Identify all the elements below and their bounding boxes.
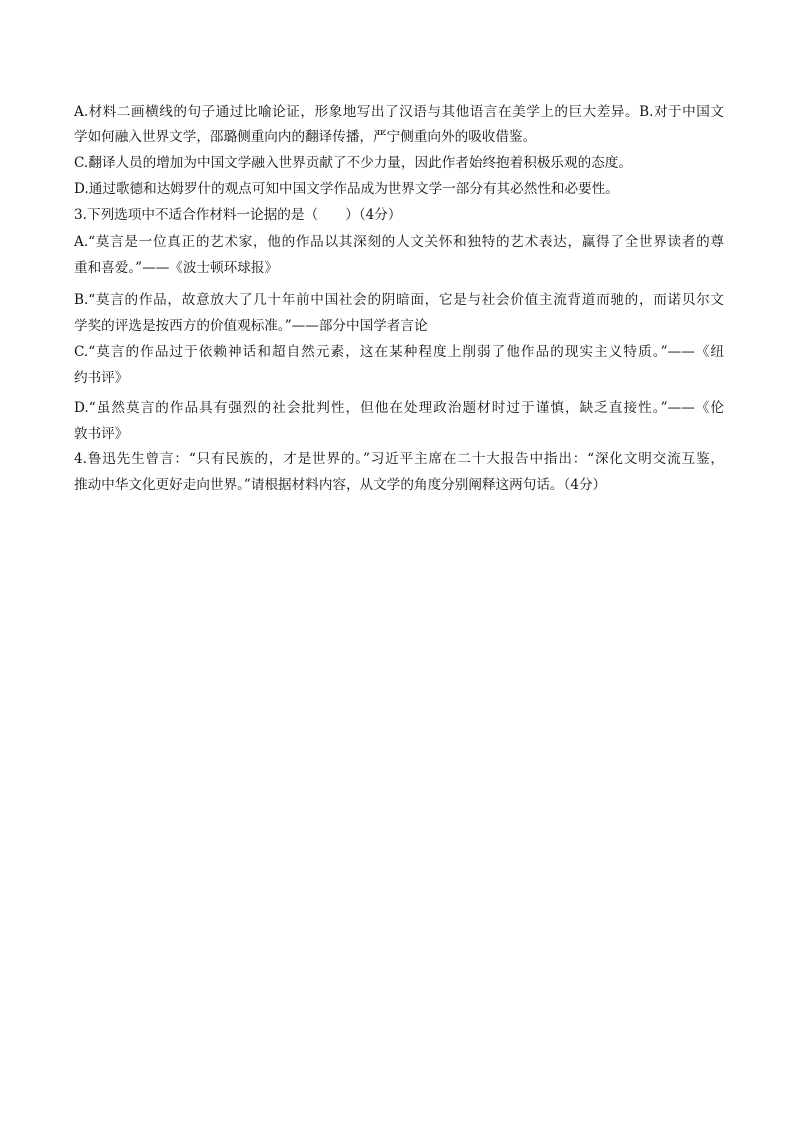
- q2-option-a-line1: A.材料二画横线的句子通过比喻论证，形象地写出了汉语与其他语言在美学上的巨大差异。B.对于中国文: [74, 104, 724, 120]
- q3-option-a-line1: A.“莫言是一位真正的艺术家，他的作品以其深刻的人文关怀和独特的艺术表达，赢得了全世界读者的尊: [74, 234, 724, 250]
- q4-line2: 推动中华文化更好走向世界。”请根据材料内容，从文学的角度分别阐释这两句话。（4分）: [74, 477, 607, 493]
- q3-option-b-line2: 学奖的评选是按西方的价值观标准。”——部分中国学者言论: [74, 318, 428, 334]
- q3-option-d-line2: 敦书评》: [74, 426, 129, 442]
- q3-option-a-line2: 重和喜爱。”——《波士顿环球报》: [74, 260, 279, 276]
- q2-option-a-line2: 学如何融入世界文学，邵璐侧重向内的翻译传播，严宁侧重向外的吸收借鉴。: [74, 129, 537, 145]
- q3-stem: 3.下列选项中不适合作材料一论据的是（ ）（4分）: [74, 207, 402, 223]
- q4-line1: 4.鲁迅先生曾言：“只有民族的，才是世界的。”习近平主席在二十大报告中指出：“深化文明交流互鉴，: [74, 451, 724, 467]
- q3-option-d-line1: D.“虽然莫言的作品具有强烈的社会批判性，但他在处理政治题材时过于谨慎，缺乏直接性。”——《伦: [74, 400, 724, 416]
- q2-option-d: D.通过歌德和达姆罗什的观点可知中国文学作品成为世界文学一部分有其必然性和必要性。: [74, 181, 619, 197]
- q3-option-b-line1: B.“莫言的作品，故意放大了几十年前中国社会的阴暗面，它是与社会价值主流背道而驰的，而诺贝尔文: [74, 292, 724, 308]
- q2-option-c: C.翻译人员的增加为中国文学融入世界贡献了不少力量，因此作者始终抱着积极乐观的态度。: [74, 155, 632, 171]
- q3-option-c-line2: 约书评》: [74, 370, 129, 386]
- q3-option-c-line1: C.“莫言的作品过于依赖神话和超自然元素，这在某种程度上削弱了他作品的现实主义特质。”——《纽: [74, 344, 724, 360]
